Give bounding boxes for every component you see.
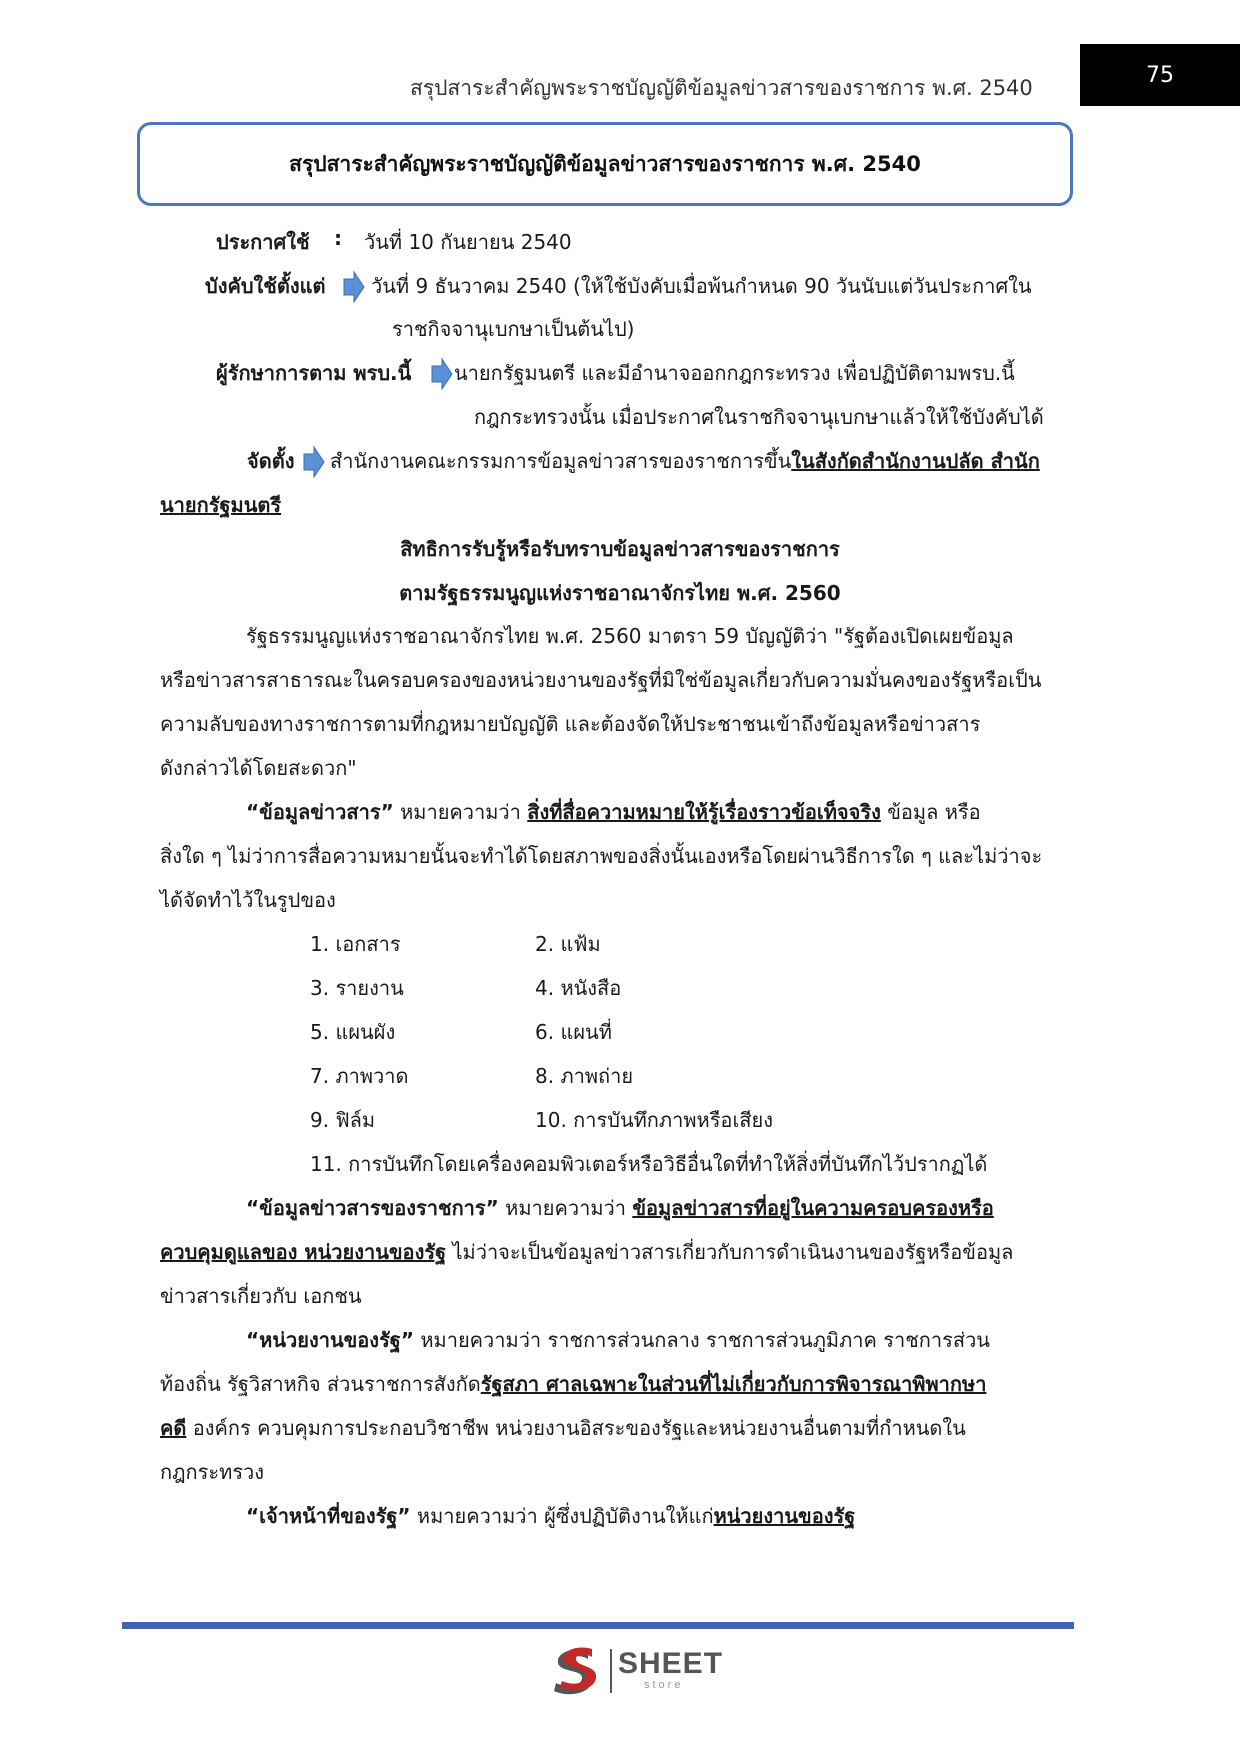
def-agency-key: รัฐสภา ศาลเฉพาะในส่วนที่ไม่เกี่ยวกับการพิจารณาพิพากษา <box>480 1372 987 1396</box>
def-info-key: สิ่งที่สื่อความหมายให้รู้เรื่องราวข้อเท็จจริง <box>527 800 881 824</box>
list-item: 11. การบันทึกโดยเครื่องคอมพิวเตอร์หรือวิธีอื่นใดที่ทำให้สิ่งที่บันทึกไว้ปรากฏได้ <box>310 1152 988 1176</box>
announce-value: วันที่ 10 กันยายน 2540 <box>364 230 572 254</box>
def-official-means: หมายความว่า ผู้ซึ่งปฏิบัติงานให้แก่ <box>410 1504 714 1528</box>
enforce-value-line-2: ราชกิจจานุเบกษาเป็นต้นไป) <box>392 317 635 341</box>
def-agency-key-2: คดี <box>160 1416 187 1440</box>
minister-value-line-2: กฎกระทรวงนั้น เมื่อประกาศในราชกิจจานุเบกษาแล้วให้ใช้บังคับได้ <box>474 405 1044 429</box>
def-agency-line-2-text: ท้องถิ่น รัฐวิสาหกิจ ส่วนราชการสังกัด <box>160 1372 481 1396</box>
constitution-line-1: รัฐธรรมนูญแห่งราชอาณาจักรไทย พ.ศ. 2560 มาตรา 59 บัญญัติว่า "รัฐต้องเปิดเผยข้อมูล <box>246 624 1014 648</box>
def-info-line-3: ได้จัดทำไว้ในรูปของ <box>160 888 336 912</box>
list-item: 10. การบันทึกภาพหรือเสียง <box>535 1108 773 1132</box>
def-agency-line-3 <box>160 1412 966 1444</box>
list-item: 2. แฟ้ม <box>535 932 601 956</box>
sheet-logo-icon <box>548 1645 608 1697</box>
sheet-store-logo <box>548 1645 724 1697</box>
logo-subtext: store <box>644 1679 684 1691</box>
establish-under-line-1: ในสังกัดสำนักงานปลัด สำนัก <box>791 449 1040 473</box>
page-title: สรุปสาระสำคัญพระราชบัญญัติข้อมูลข่าวสารของราชการ พ.ศ. 2540 <box>289 151 921 176</box>
def-gov-info-line-1 <box>246 1192 994 1224</box>
def-info-term: “ข้อมูลข่าวสาร” <box>246 800 394 824</box>
enforce-value-line-1: วันที่ 9 ธันวาคม 2540 (ให้ใช้บังคับเมื่อพ้นกำหนด 90 วันนับแต่วันประกาศใน <box>371 274 1032 298</box>
def-agency-line-2 <box>160 1368 986 1400</box>
establish-office: สำนักงานคณะกรรมการข้อมูลข่าวสารของราชการขึ้น <box>330 449 792 473</box>
list-item: 5. แผนผัง <box>310 1020 396 1044</box>
def-gov-info-key-1: ข้อมูลข่าวสารที่อยู่ในความครอบครองหรือ <box>632 1196 994 1220</box>
def-gov-info-means: หมายความว่า <box>498 1196 633 1220</box>
list-item: 3. รายงาน <box>310 976 404 1000</box>
def-gov-info-line-3: ข่าวสารเกี่ยวกับ เอกชน <box>160 1284 362 1308</box>
def-info-rest: ข้อมูล หรือ <box>880 800 981 824</box>
announce-label: ประกาศใช้ <box>216 230 310 254</box>
def-info-means: หมายความว่า <box>393 800 528 824</box>
def-agency-term: “หน่วยงานของรัฐ” <box>246 1328 414 1352</box>
def-info-line-1 <box>246 796 981 828</box>
constitution-line-3: ความลับของทางราชการตามที่กฎหมายบัญญัติ และต้องจัดให้ประชาชนเข้าถึงข้อมูลหรือข่าวสาร <box>160 712 981 736</box>
def-gov-info-rest: ไม่ว่าจะเป็นข้อมูลข่าวสารเกี่ยวกับการดำเนินงานของรัฐหรือข้อมูล <box>446 1240 1014 1264</box>
minister-label: ผู้รักษาการตาม พรบ.นี้ <box>216 361 412 385</box>
list-item: 8. ภาพถ่าย <box>535 1064 634 1088</box>
minister-value-line-1: นายกรัฐมนตรี และมีอำนาจออกกฎกระทรวง เพื่อปฏิบัติตามพรบ.นี้ <box>454 361 1015 385</box>
arrow-right-icon <box>431 357 453 391</box>
title-box <box>137 122 1073 206</box>
announce-colon: : <box>334 226 342 250</box>
def-agency-line-4: กฎกระทรวง <box>160 1460 265 1484</box>
arrow-right-icon <box>343 270 365 304</box>
section-heading-line-2: ตามรัฐธรรมนูญแห่งราชอาณาจักรไทย พ.ศ. 2560 <box>399 581 841 605</box>
footer-rule <box>122 1622 1074 1629</box>
constitution-line-4: ดังกล่าวได้โดยสะดวก" <box>160 756 357 780</box>
def-official-line <box>246 1500 855 1532</box>
def-info-line-2: สิ่งใด ๆ ไม่ว่าการสื่อความหมายนั้นจะทำได้โดยสภาพของสิ่งนั้นเองหรือโดยผ่านวิธีการใด ๆ และไม่ว่าจะ <box>160 844 1043 868</box>
list-item: 4. หนังสือ <box>535 976 622 1000</box>
def-gov-info-term: “ข้อมูลข่าวสารของราชการ” <box>246 1196 499 1220</box>
list-item: 9. ฟิล์ม <box>310 1108 376 1132</box>
logo-text: SHEET <box>618 1647 724 1680</box>
def-gov-info-line-2 <box>160 1236 1013 1268</box>
section-heading-line-1: สิทธิการรับรู้หรือรับทราบข้อมูลข่าวสารของราชการ <box>400 537 840 561</box>
constitution-line-2: หรือข่าวสารสาธารณะในครอบครองของหน่วยงานของรัฐที่มิใช่ข้อมูลเกี่ยวกับความมั่นคงของรัฐหรือเป็น <box>160 668 1042 692</box>
def-agency-rest: หมายความว่า ราชการส่วนกลาง ราชการส่วนภูมิภาค ราชการส่วน <box>414 1328 990 1352</box>
running-header: สรุปสาระสำคัญพระราชบัญญัติข้อมูลข่าวสารของราชการ พ.ศ. 2540 <box>410 76 1033 100</box>
def-official-key: หน่วยงานของรัฐ <box>713 1504 856 1528</box>
establish-under-line-2: นายกรัฐมนตรี <box>160 493 282 517</box>
def-agency-line-1 <box>246 1324 990 1356</box>
page-number: 75 <box>1080 44 1240 106</box>
list-item: 7. ภาพวาด <box>310 1064 409 1088</box>
def-agency-line-3-text: องค์กร ควบคุมการประกอบวิชาชีพ หน่วยงานอิสระของรัฐและหน่วยงานอื่นตามที่กำหนดใน <box>186 1416 966 1440</box>
establish-value <box>330 445 1040 477</box>
def-official-term: “เจ้าหน้าที่ของรัฐ” <box>246 1504 411 1528</box>
list-item: 6. แผนที่ <box>535 1020 612 1044</box>
list-item: 1. เอกสาร <box>310 932 401 956</box>
logo-divider <box>610 1649 612 1693</box>
arrow-right-icon <box>303 445 325 479</box>
enforce-label: บังคับใช้ตั้งแต่ <box>205 274 326 298</box>
establish-label: จัดตั้ง <box>247 449 295 473</box>
def-gov-info-key-2: ควบคุมดูแลของ หน่วยงานของรัฐ <box>160 1240 447 1264</box>
